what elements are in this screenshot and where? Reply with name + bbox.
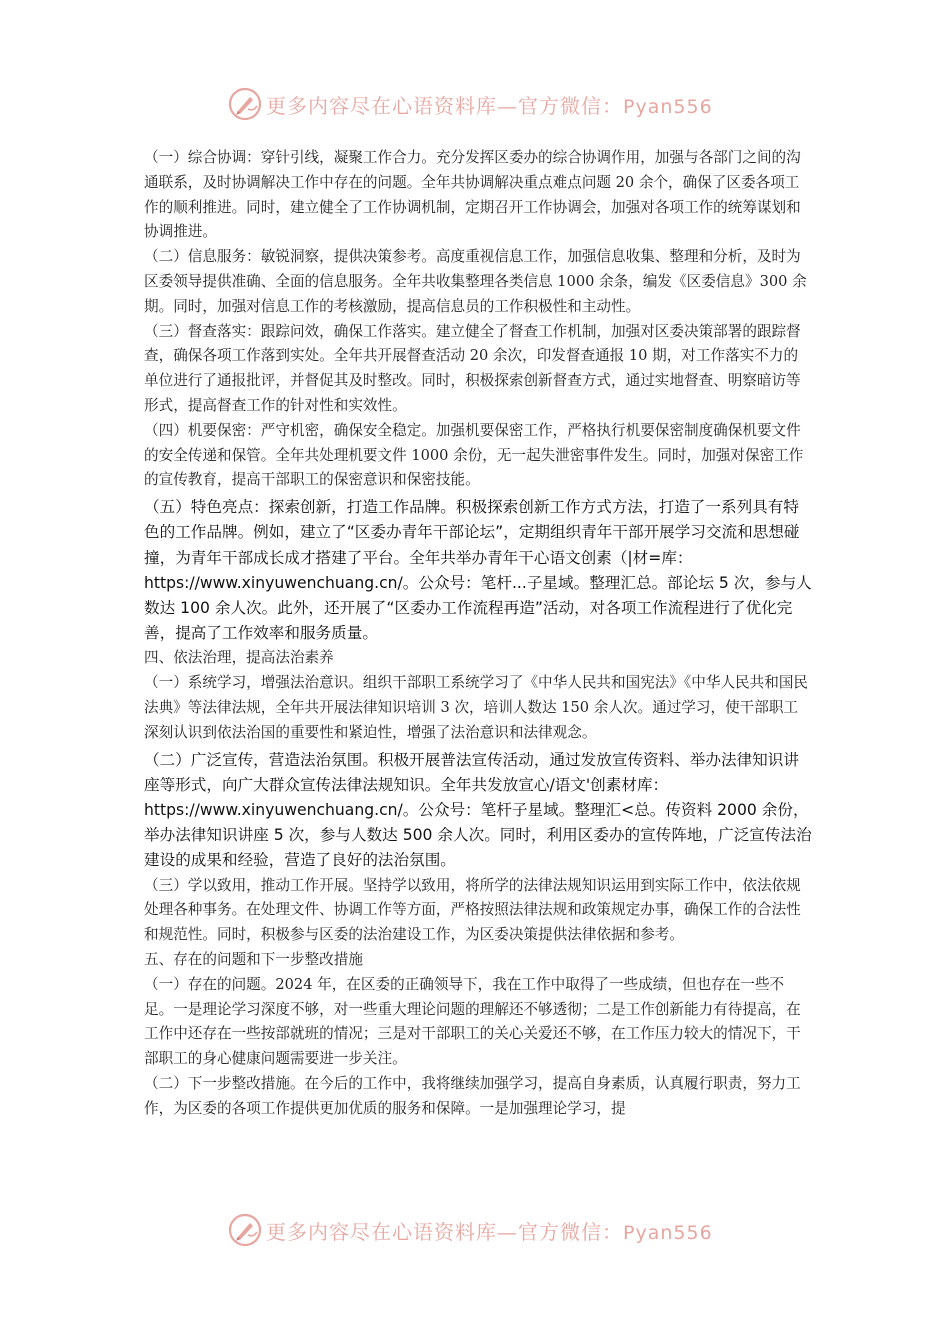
paragraph-systematic-study: （一）系统学习，增强法治意识。组织干部职工系统学习了《中华人民共和国宪法》《中华人民共和国民法典》等法律法规，全年共开展法律知识培训 3 次，培训人数达 150 余人次。通过学习，使干部职工深刻认识到依法治国的重要性和紧迫性，增强了法治意识和法律观念。 xyxy=(144,674,809,741)
paragraph-application: （三）学以致用，推动工作开展。坚持学以致用，将所学的法律法规知识运用到实际工作中，依法依规处理各种事务。在处理文件、协调工作等方面，严格按照法律法规和政策规定办事，确保工作的合法性和规范性。同时，积极参与区委的法治建设工作，为区委决策提供法律依据和参考。 xyxy=(144,876,801,944)
paragraph-problems: （一）存在的问题。2024 年，在区委的正确领导下，我在工作中取得了一些成绩，但也存在一些不足。一是理论学习深度不够，对一些重大理论问题的理解还不够透彻；二是工作创新能力有待提高，在工作中还存在一些按部就班的情况；三是对干部职工的关心关爱还不够，在工作压力较大的情况下，干部职工的身心健康问题需要进一步关注。 xyxy=(144,975,801,1068)
paragraph-coordination: （一）综合协调：穿针引线，凝聚工作合力。充分发挥区委办的综合协调作用，加强与各部门之间的沟通联系，及时协调解决工作中存在的问题。全年共协调解决重点难点问题 20 余个，确保了区委各项工作的顺利推进。同时，建立健全了工作协调机制，定期召开工作协调会，加强对各项工作的统筹谋划和协调推进。 xyxy=(144,149,801,241)
paragraph-information: （二）信息服务：敏锐洞察，提供决策参考。高度重视信息工作，加强信息收集、整理和分析，及时为区委领导提供准确、全面的信息服务。全年共收集整理各类信息 1000 余条，编发《区委信息》300 余期。同时，加强对信息工作的考核激励，提高信息员的工作积极性和主动性。 xyxy=(144,248,807,315)
footer-banner[interactable] xyxy=(228,1210,748,1250)
pen-writing-icon xyxy=(228,1213,262,1247)
wechat-id: Pyan556 xyxy=(623,1221,713,1244)
banner-text: 更多内容尽在心语资料库—官方微信： xyxy=(266,93,623,118)
section-heading-problems: 五、存在的问题和下一步整改措施 xyxy=(144,950,363,968)
paragraph-supervision: （三）督查落实：跟踪问效，确保工作落实。建立健全了督查工作机制，加强对区委决策部署的跟踪督查，确保各项工作落到实处。全年共开展督查活动 20 余次，印发督查通报 10 期，对工作落实不力的单位进行了通报批评，并督促其及时整改。同时，积极探索创新督查方式，通过实地督查、明察暗访等形式，提高督查工作的针对性和实效性。 xyxy=(144,322,801,414)
paragraph-publicity: （二）广泛宣传，营造法治氛围。积极开展普法宣传活动，通过发放宣传资料、举办法律知识讲座等形式，向广大群众宣传法律法规知识。全年共发放宣心/语文'创素材库：https://www.xinyuwenchuang.cn/。公众号：笔杆子星域。整理汇<总。传资料 2000 余份，举办法律知识讲座 5 次，参与人数达 500 余人次。同时，利用区委办的宣传阵地，广泛宣传法治建设的成果和经验，营造了良好的法治氛围。 xyxy=(144,750,812,870)
wechat-id: Pyan556 xyxy=(623,95,713,118)
pen-writing-icon xyxy=(228,87,262,121)
paragraph-highlights: （五）特色亮点：探索创新，打造工作品牌。积极探索创新工作方式方法，打造了一系列具有特色的工作品牌。例如，建立了“区委办青年干部论坛”，定期组织青年干部开展学习交流和思想碰撞，为青年干部成长成才搭建了平台。全年共举办青年干心语文创素（|材=库：https://www.xinyuwenchuang.cn/。公众号：笔杆...子星域。整理汇总。部论坛 5 次，参与人数达 100 余人次。此外，还开展了“区委办工作流程再造”活动，对各项工作流程进行了优化完善，提高了工作效率和服务质量。 xyxy=(144,498,812,643)
paragraph-measures: （二）下一步整改措施。在今后的工作中，我将继续加强学习，提高自身素质，认真履行职责，努力工作，为区委的各项工作提供更加优质的服务和保障。一是加强理论学习，提 xyxy=(144,1074,801,1117)
header-banner[interactable] xyxy=(228,84,748,124)
paragraph-confidential: （四）机要保密：严守机密，确保安全稳定。加强机要保密工作，严格执行机要保密制度确保机要文件的安全传递和保管。全年共处理机要文件 1000 余份，无一起失泄密事件发生。同时，加强对保密工作的宣传教育，提高干部职工的保密意识和保密技能。 xyxy=(144,421,804,489)
section-heading-rule-of-law: 四、依法治理，提高法治素养 xyxy=(144,649,334,667)
banner-text: 更多内容尽在心语资料库—官方微信： xyxy=(266,1219,623,1244)
document-body xyxy=(144,146,812,1122)
